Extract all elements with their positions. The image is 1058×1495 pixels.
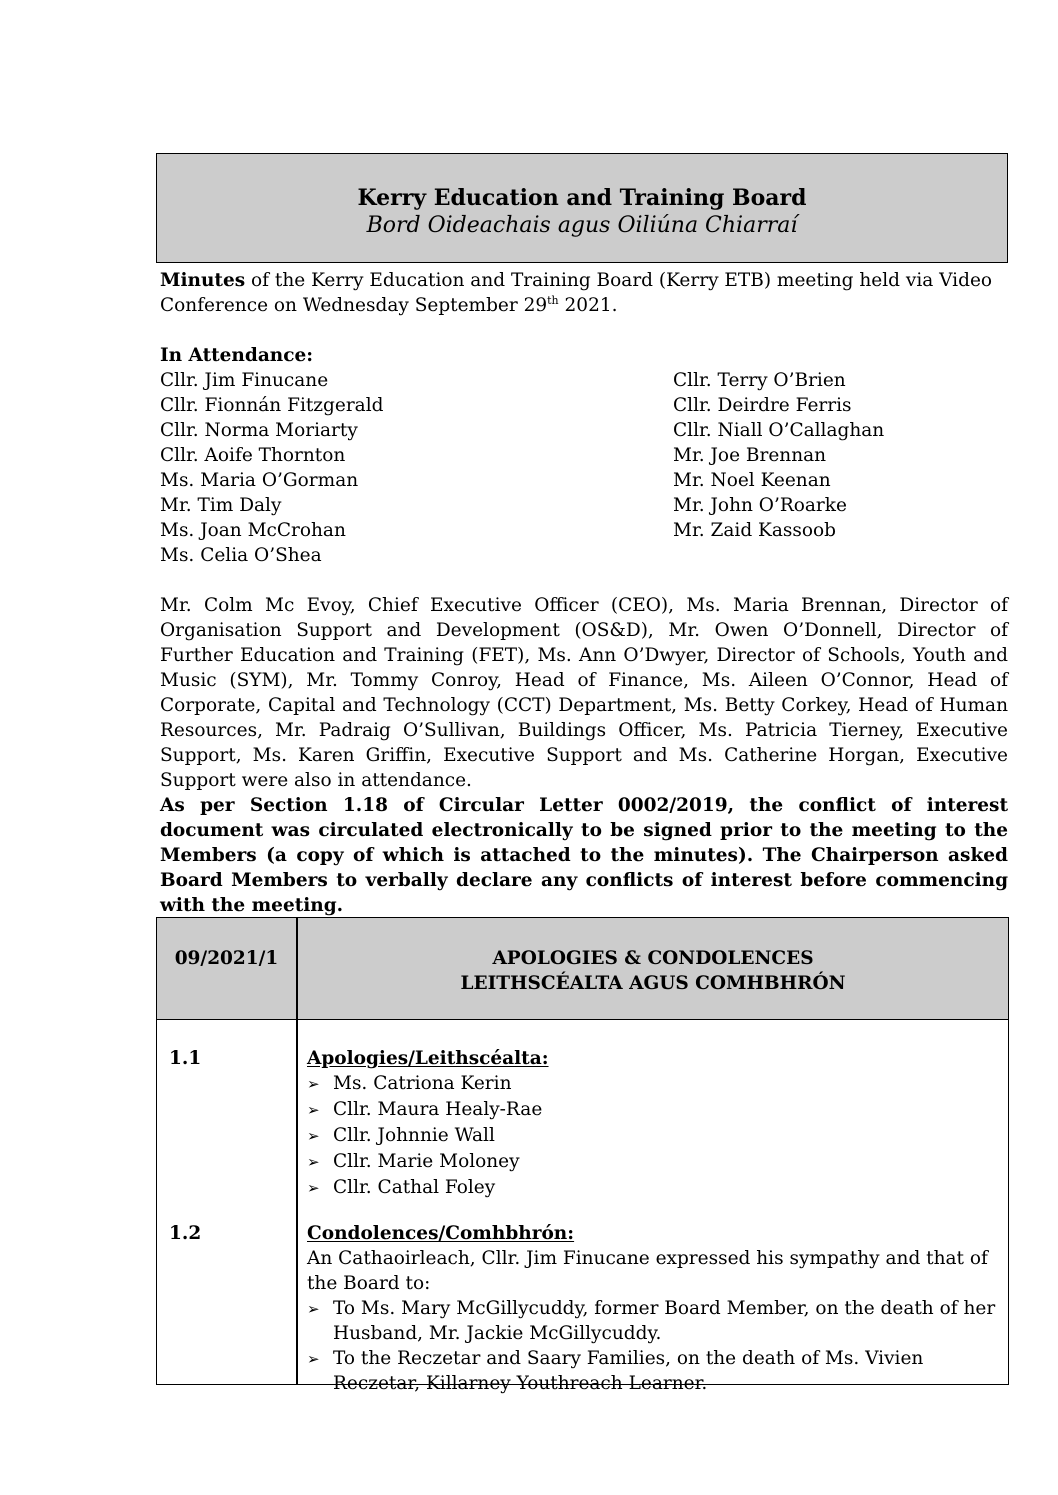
attendee-name: Cllr. Niall O’Callaghan xyxy=(673,420,885,441)
list-item-text: Cllr. Marie Moloney xyxy=(333,1151,520,1172)
list-item xyxy=(307,1071,997,1097)
attendee-name: Cllr. Jim Finucane xyxy=(160,370,329,391)
minutes-lead: Minutes xyxy=(160,270,246,291)
attendee-name: Cllr. Fionnán Fitzgerald xyxy=(160,395,384,416)
attendee-name: Mr. Tim Daly xyxy=(160,495,282,516)
attendee-name: Mr. Joe Brennan xyxy=(673,445,827,466)
arrow-bullet-icon: ➢ xyxy=(307,1101,320,1119)
arrow-bullet-icon: ➢ xyxy=(307,1127,320,1145)
item-intro: An Cathaoirleach, Cllr. Jim Finucane expressed his sympathy and that of the Board to: xyxy=(307,1248,988,1294)
list-item xyxy=(307,1296,997,1346)
list-item-text: Cllr. Johnnie Wall xyxy=(333,1125,495,1146)
list-item xyxy=(307,1097,997,1123)
attendee-name: Cllr. Deirdre Ferris xyxy=(673,395,852,416)
attendee-name: Mr. John O’Roarke xyxy=(673,495,847,516)
list-item xyxy=(307,1175,997,1201)
column-divider xyxy=(296,918,298,1384)
agenda-table xyxy=(156,917,1009,1394)
item-title: Condolences/Comhbhrón: xyxy=(307,1223,575,1244)
arrow-bullet-icon: ➢ xyxy=(307,1075,320,1093)
attendance-heading: In Attendance: xyxy=(160,345,314,366)
item-number: 1.1 xyxy=(169,1048,202,1069)
attendee-name: Mr. Zaid Kassoob xyxy=(673,520,836,541)
agenda-item-apologies xyxy=(307,1046,997,1201)
minutes-text: of the Kerry Education and Training Board (Kerry ETB) meeting held via Video Conference on Wednesday September 29 xyxy=(160,270,993,316)
list-item-text: Ms. Catriona Kerin xyxy=(333,1073,512,1094)
attendee-name: Ms. Joan McCrohan xyxy=(160,520,346,541)
list-item xyxy=(307,1346,997,1396)
agenda-header-row xyxy=(157,918,1008,1020)
board-title: Kerry Education and Training Board xyxy=(357,185,807,211)
attendee-name: Cllr. Terry O’Brien xyxy=(673,370,846,391)
list-item-text: To Ms. Mary McGillycuddy, former Board Member, on the death of her Husband, Mr. Jackie McGillycuddy. xyxy=(333,1298,996,1344)
item-title: Apologies/Leithscéalta: xyxy=(307,1048,549,1069)
list-item-text: To the Reczetar and Saary Families, on the death of Ms. Vivien Reczetar, Killarney Youthreach Learner. xyxy=(333,1348,924,1394)
agenda-heading-irish: LEITHSCÉALTA AGUS COMHBHRÓN xyxy=(460,973,846,994)
list-item-text: Cllr. Cathal Foley xyxy=(333,1177,496,1198)
arrow-bullet-icon: ➢ xyxy=(307,1153,320,1171)
minutes-year: 2021. xyxy=(558,295,618,316)
list-item-text: Cllr. Maura Healy-Rae xyxy=(333,1099,543,1120)
title-banner xyxy=(156,153,1008,263)
attendee-name: Mr. Noel Keenan xyxy=(673,470,831,491)
attendee-name: Cllr. Aoife Thornton xyxy=(160,445,346,466)
agenda-item-condolences xyxy=(307,1221,997,1396)
agenda-ref: 09/2021/1 xyxy=(174,948,279,969)
list-item xyxy=(307,1123,997,1149)
attendee-list-left xyxy=(160,368,383,568)
date-suffix: th xyxy=(547,293,559,307)
arrow-bullet-icon: ➢ xyxy=(307,1300,320,1318)
attendee-name: Cllr. Norma Moriarty xyxy=(160,420,358,441)
arrow-bullet-icon: ➢ xyxy=(307,1179,320,1197)
minutes-intro xyxy=(160,268,1000,318)
attendee-list-right xyxy=(673,368,884,543)
attendee-name: Ms. Maria O’Gorman xyxy=(160,470,359,491)
staff-attendance-paragraph: Mr. Colm Mc Evoy, Chief Executive Officer (CEO), Ms. Maria Brennan, Director of Organisation Support and Development (OS&D), Mr. Owen O’Donnell, Director of Further Education and Training (FET), Ms. Ann O’Dwyer, Director of Schools, Youth and Music (SYM), Mr. Tommy Conroy, Head of Finance, Ms. Aileen O’Connor, Head of Corporate, Capital and Technology (CCT) Department, Ms. Betty Corkey, Head of Human Resources, Mr. Padraig O’Sullivan, Buildings Officer, Ms. Patricia Tierney, Executive Support, Ms. Karen Griffin, Executive Support and Ms. Catherine Horgan, Executive Support were also in attendance. xyxy=(160,595,1008,791)
arrow-bullet-icon: ➢ xyxy=(307,1350,320,1368)
attendee-name: Ms. Celia O’Shea xyxy=(160,545,322,566)
item-number: 1.2 xyxy=(169,1223,202,1244)
list-item xyxy=(307,1149,997,1175)
agenda-heading: APOLOGIES & CONDOLENCES xyxy=(492,948,814,969)
conflict-of-interest-statement: As per Section 1.18 of Circular Letter 0002/2019, the conflict of interest document was circulated electronically to be signed prior to the meeting to the Members (a copy of which is attached to the minutes). The Chairperson asked Board Members to verbally declare any conflicts of interest before commencing with the meeting. xyxy=(160,795,1008,916)
agenda-heading-cell xyxy=(298,918,1008,996)
board-title-irish: Bord Oideachais agus Oiliúna Chiarraí xyxy=(366,213,798,238)
